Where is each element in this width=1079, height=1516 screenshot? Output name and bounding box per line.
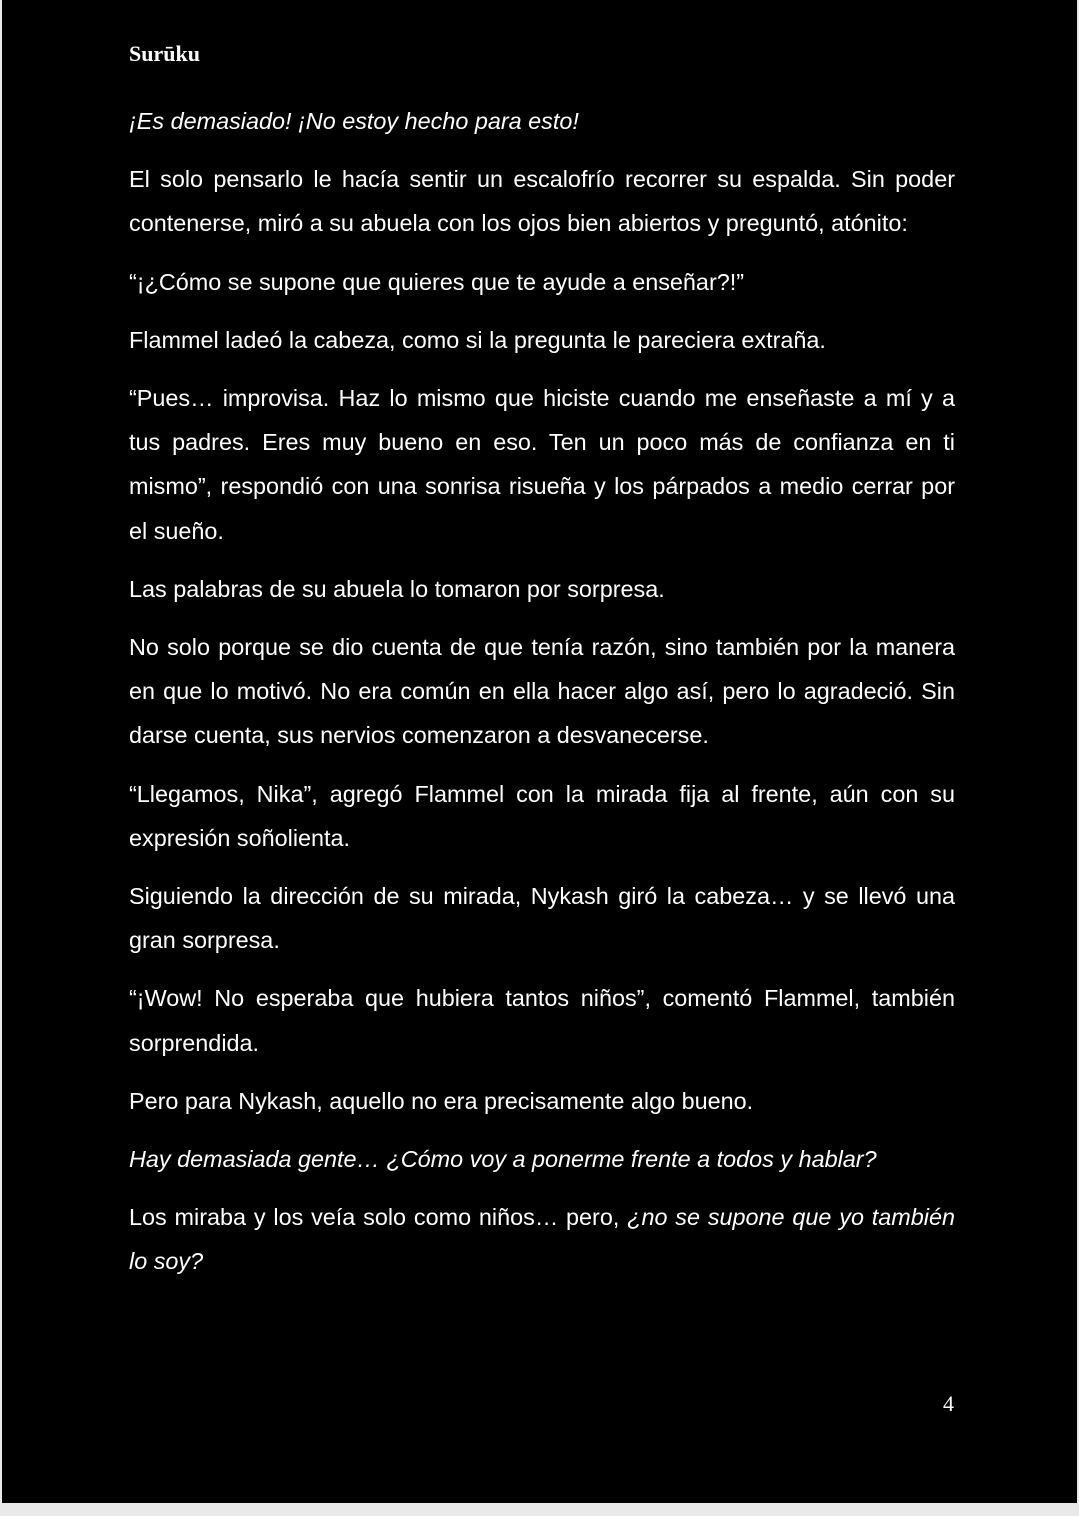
paragraph-13-italic: ¿no se supone que yo también lo soy? — [129, 1204, 955, 1275]
body-text — [129, 99, 955, 1298]
paragraph-8: “Llegamos, Nika”, agregó Flammel con la mirada fija al frente, aún con su expresión soñolienta. — [129, 780, 955, 851]
paragraph-13-regular: Los miraba y los veía solo como niños… pero, — [129, 1204, 628, 1231]
paragraph-5: “Pues… improvisa. Haz lo mismo que hiciste cuando me enseñaste a mí y a tus padres. Eres muy bueno en eso. Ten un poco más de confianza en ti mismo”, respondió con una sonrisa risueña y los párpados a medio cerrar por el sueño. — [129, 385, 955, 544]
paragraph-1: ¡Es demasiado! ¡No estoy hecho para esto! — [129, 108, 579, 134]
page-number: 4 — [943, 1391, 954, 1416]
paragraph-3: “¡¿Cómo se supone que quieres que te ayude a enseñar?!” — [129, 268, 745, 295]
paragraph-7: No solo porque se dio cuenta de que tenía razón, sino también por la manera en que lo motivó. No era común en ella hacer algo así, pero lo agradeció. Sin darse cuenta, sus nervios comenzaron a desvanecerse. — [129, 634, 955, 749]
running-title: Surūku — [129, 41, 200, 66]
paragraph-4: Flammel ladeó la cabeza, como si la pregunta le pareciera extraña. — [129, 326, 826, 353]
paragraph-6: Las palabras de su abuela lo tomaron por sorpresa. — [129, 575, 665, 602]
paragraph-10: “¡Wow! No esperaba que hubiera tantos niños”, comentó Flammel, también sorprendida. — [129, 985, 955, 1056]
document-page — [2, 0, 1077, 1503]
paragraph-13 — [129, 1195, 955, 1283]
paragraph-9: Siguiendo la dirección de su mirada, Nykash giró la cabeza… y se llevó una gran sorpresa. — [129, 883, 955, 954]
paragraph-2: El solo pensarlo le hacía sentir un escalofrío recorrer su espalda. Sin poder contenerse, miró a su abuela con los ojos bien abiertos y preguntó, atónito: — [129, 166, 955, 237]
paragraph-12: Hay demasiada gente… ¿Cómo voy a ponerme frente a todos y hablar? — [129, 1146, 877, 1173]
paragraph-11: Pero para Nykash, aquello no era precisamente algo bueno. — [129, 1087, 754, 1114]
